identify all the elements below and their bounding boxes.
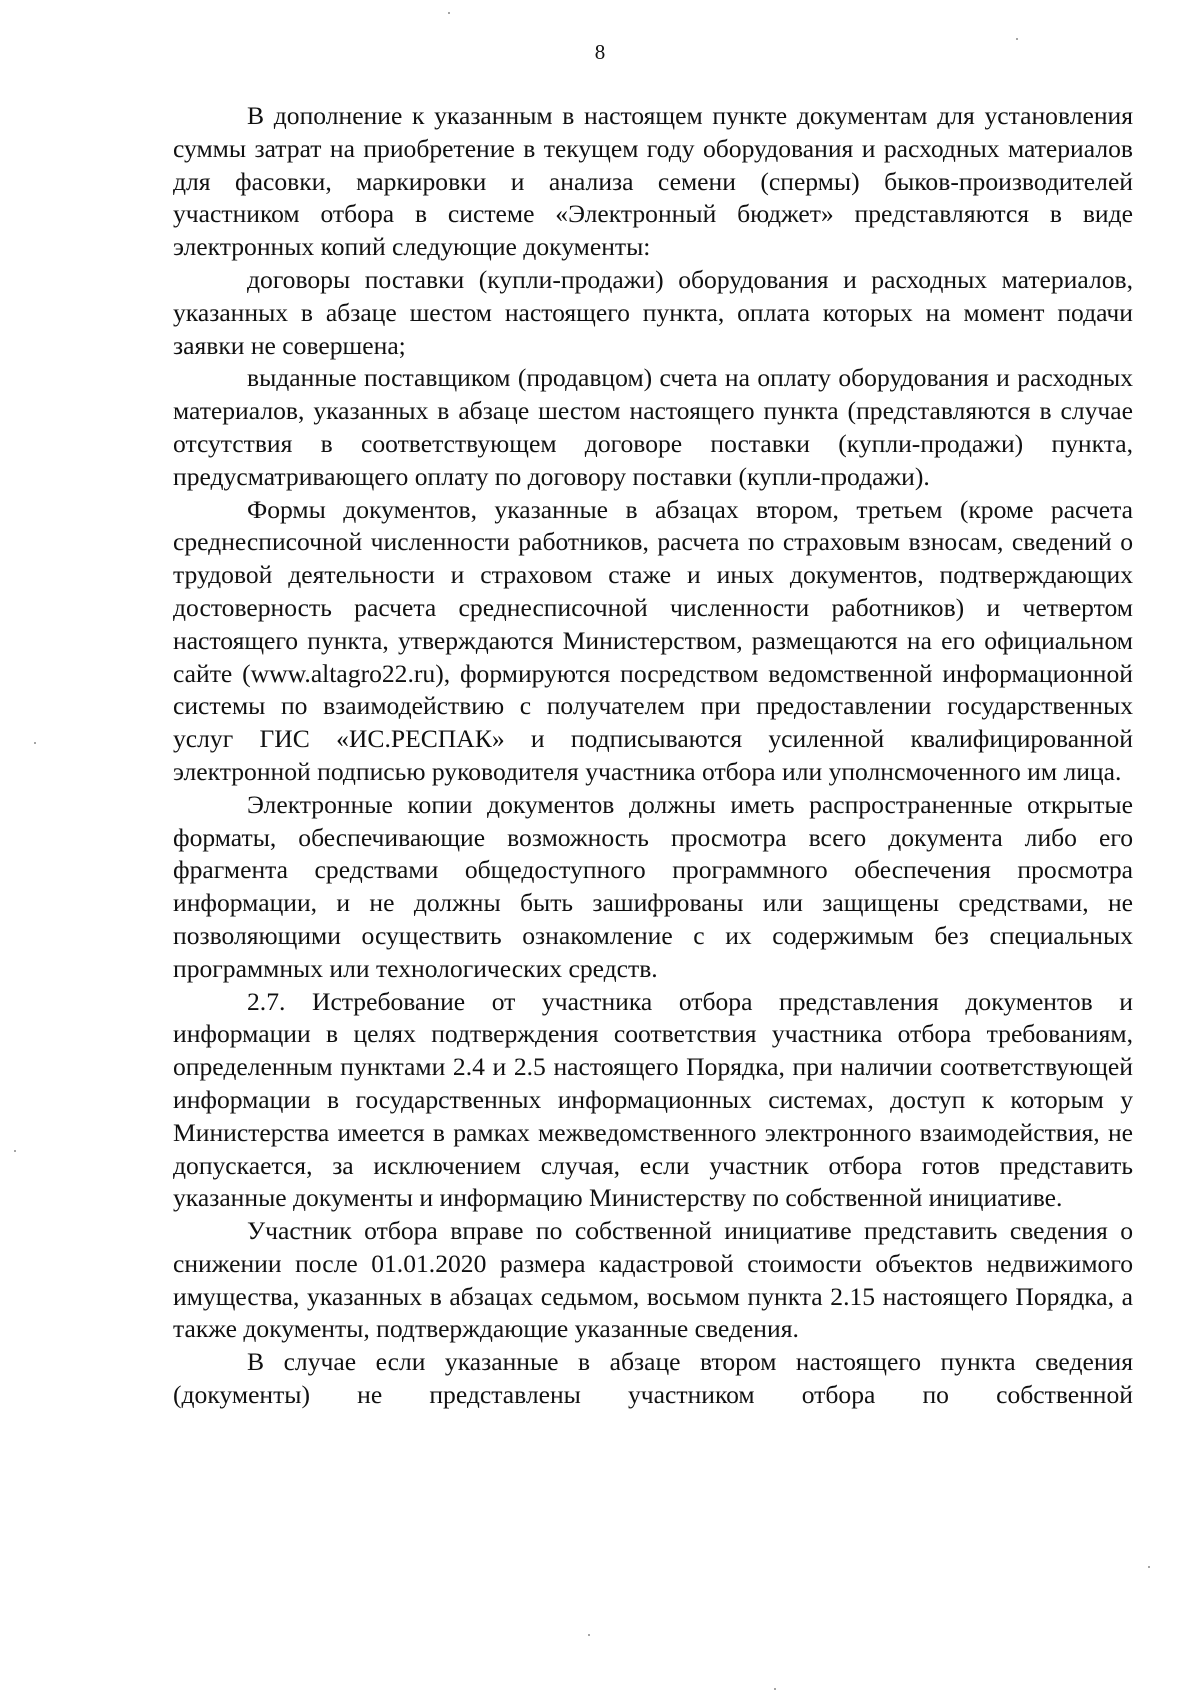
paragraph-electronic-copies-intro: В дополнение к указанным в настоящем пункте документам для установления суммы затрат на приобретение в текущем году оборудования и расходных материалов для фасовки, маркировки и анализа семени (спермы) быков-производителей участником отбора в системе «Электронный бюджет» представляются в виде электронных копий следующие документы: xyxy=(173,101,1133,262)
document-body xyxy=(173,100,1133,1412)
scan-speck xyxy=(774,1688,776,1690)
paragraph-document-forms: Формы документов, указанные в абзацах втором, третьем (кроме расчета среднесписочной численности работников, расчета по страховым взносам, сведений о трудовой деятельности и страховом стаже и иных документов, подтверждающих достоверность расчета среднесписочной численности работников) и четвертом настоящего пункта, утверждаются Министерством, размещаются на его официальном сайте (www.altagro22.ru), формируются посредством ведомственной информационной системы по взаимодействию с получателем при предоставлении государственных услуг ГИС «ИС.РЕСПАК» и подписываются усиленной квалифицированной электронной подписью руководителя участника отбора или уполнсмоченного им лица. xyxy=(173,494,1133,786)
scan-speck xyxy=(34,742,36,744)
scan-speck xyxy=(588,1634,590,1636)
paragraph-electronic-formats: Электронные копии документов должны иметь распространенные открытые форматы, обеспечивающие возможность просмотра всего документа либо его фрагмента средствами общедоступного программного обеспечения просмотра информации, и не должны быть зашифрованы или защищены средствами, не позволяющими осуществить ознакомление с их содержимым без специальных программных или технологических средств. xyxy=(173,789,1133,983)
paragraph-supplier-invoices: выданные поставщиком (продавцом) счета на оплату оборудования и расходных материалов, указанных в абзаце шестом настоящего пункта (представляются в случае отсутствия в соответствующем договоре поставки (купли-продажи) пункта, предусматривающего оплату по договору поставки (купли-продажи). xyxy=(173,363,1133,491)
paragraph-cadastral-value: Участник отбора вправе по собственной инициативе представить сведения о снижении после 01.01.2020 размера кадастровой стоимости объектов недвижимого имущества, указанных в абзацах седьмом, восьмом пункта 2.15 настоящего Порядка, а также документы, подтверждающие указанные сведения. xyxy=(173,1216,1133,1344)
scan-speck xyxy=(1016,38,1018,40)
paragraph-supply-contracts: договоры поставки (купли-продажи) оборудования и расходных материалов, указанных в абзаце шестом настоящего пункта, оплата которых на момент подачи заявки не совершена; xyxy=(173,264,1133,360)
scan-speck xyxy=(448,12,450,14)
scan-speck xyxy=(1148,1566,1150,1568)
paragraph-section-2-7: 2.7. Истребование от участника отбора представления документов и информации в целях подтверждения соответствия участника отбора требованиям, определенным пунктами 2.4 и 2.5 настоящего Порядка, при наличии соответствующей информации в государственных информационных системах, доступ к которым у Министерства имеется в рамках межведомственного электронного взаимодействия, не допускается, за исключением случая, если участник отбора готов представить указанные документы и информацию Министерству по собственной инициативе. xyxy=(173,986,1133,1213)
page-number: 8 xyxy=(594,40,606,64)
scan-speck xyxy=(14,1150,16,1152)
paragraph-if-not-submitted: В случае если указанные в абзаце втором настоящего пункта сведения (документы) не представлены участником отбора по собственной xyxy=(173,1347,1133,1410)
